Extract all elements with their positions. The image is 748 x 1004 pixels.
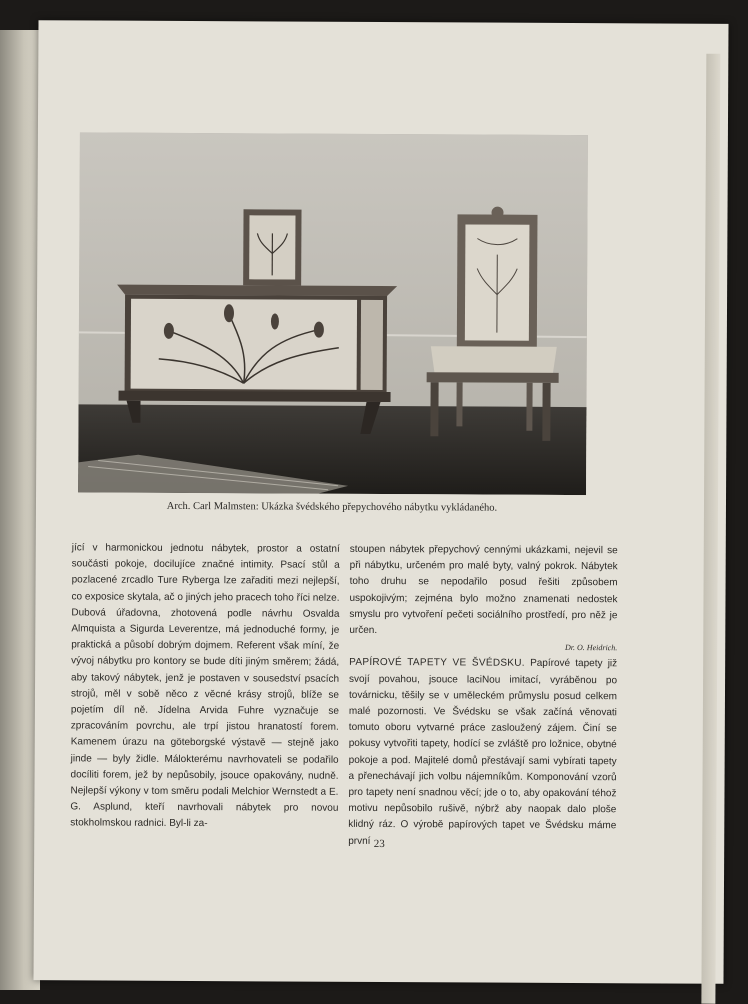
author-signature: Dr. O. Heidrich. xyxy=(564,643,618,653)
paragraph-wallpapers xyxy=(348,655,617,851)
paragraph-furniture-continued xyxy=(349,542,618,657)
paragraph-continued-text: stoupen nábytek přepychový cennými ukázkami, nejevil se při nábytku, určeném pro malé byty, valný pokrok. Nábytek toho druhu se nepodařilo posud řešiti způsobem uspokojivým; zejména bylo možno znamenati nedostek smyslu pro vytvoření pečeti sociálního prostředí, pro něž je určen. xyxy=(349,543,618,636)
wallpaper-text: Papírové tapety již svojí povahou, jsouce laciNou imitací, vyráběnou po továrnicku, těšily se v uměleckém průmyslu posud celkem malé pozornosti. Ve Švédsku se však začíná věnovati tomuto oboru vytvarné práce zasloužený zájem. Činí se pokusy vytvořiti tapety, hodící se zvláště pro ložnice, obytné pokoje a pod. Majitelé domů přestávají sami vybírati tapety a přenechávají jich volbu nájemníkům. Komponování vzorů pro tapety není snadnou věcí; jde o to, aby opakování téhož motivu nepůsobilo rušivě, nýbrž aby naopak dalo ploše klidný ráz. O výrobě papírových tapet ve Švédsku máme první xyxy=(348,658,618,847)
page-stack-edge xyxy=(701,54,720,1004)
furniture-photo-illustration xyxy=(78,132,588,495)
text-column-left xyxy=(70,540,340,833)
book-page xyxy=(33,20,728,984)
text-column-right xyxy=(348,542,618,851)
furniture-photograph xyxy=(78,132,588,495)
figure-caption: Arch. Carl Malmsten: Ukázka švédského přepychového nábytku vykládaného. xyxy=(166,500,498,514)
section-heading: PAPÍROVÉ TAPETY VE ŠVÉDSKU. xyxy=(349,657,525,670)
page-number: 23 xyxy=(373,837,385,851)
paragraph-furniture: jící v harmonickou jednotu nábytek, prostor a ostatní součásti pokoje, docilujíce značné intimity. Psací stůl a pozlacené zrcadlo Ture Ryberga lze zařaditi mezi nejlepší, co exposice skytala, ač o jiných jeho pracech toho říci nelze. Dubová úřadovna, zhotovená podle návrhu Osvalda Almquista a Sigurda Leverentze, má jednoduché formy, je praktická a působí dobrým dojmem. Referent však míní, že vývoj nábytku pro kontory se bude díti jiným směrem; žádá, aby takový nábytek, jenž je postaven v sousedství psacích strojů, měl v sobě něco z věcné krásy strojů, blíže se pojetím díl ně. Jídelna Arvida Fuhre vyznačuje se zpracováním povrchu, ale trpí jistou hranatostí forem. Kamenem úrazu na göteborgské výstavě — stejně jako jinde — byly židle. Málokterému navrhovateli se podařilo docíliti forem, jež by nepůsobily, jsouce opakovány, nudně. Nejlepší výkony v tom směru podali Melchior Wernstedt a E. G. Asplund, kteří navrhovali nábytek pro novou stokholmskou radnici. Byl-li za- xyxy=(70,542,340,830)
